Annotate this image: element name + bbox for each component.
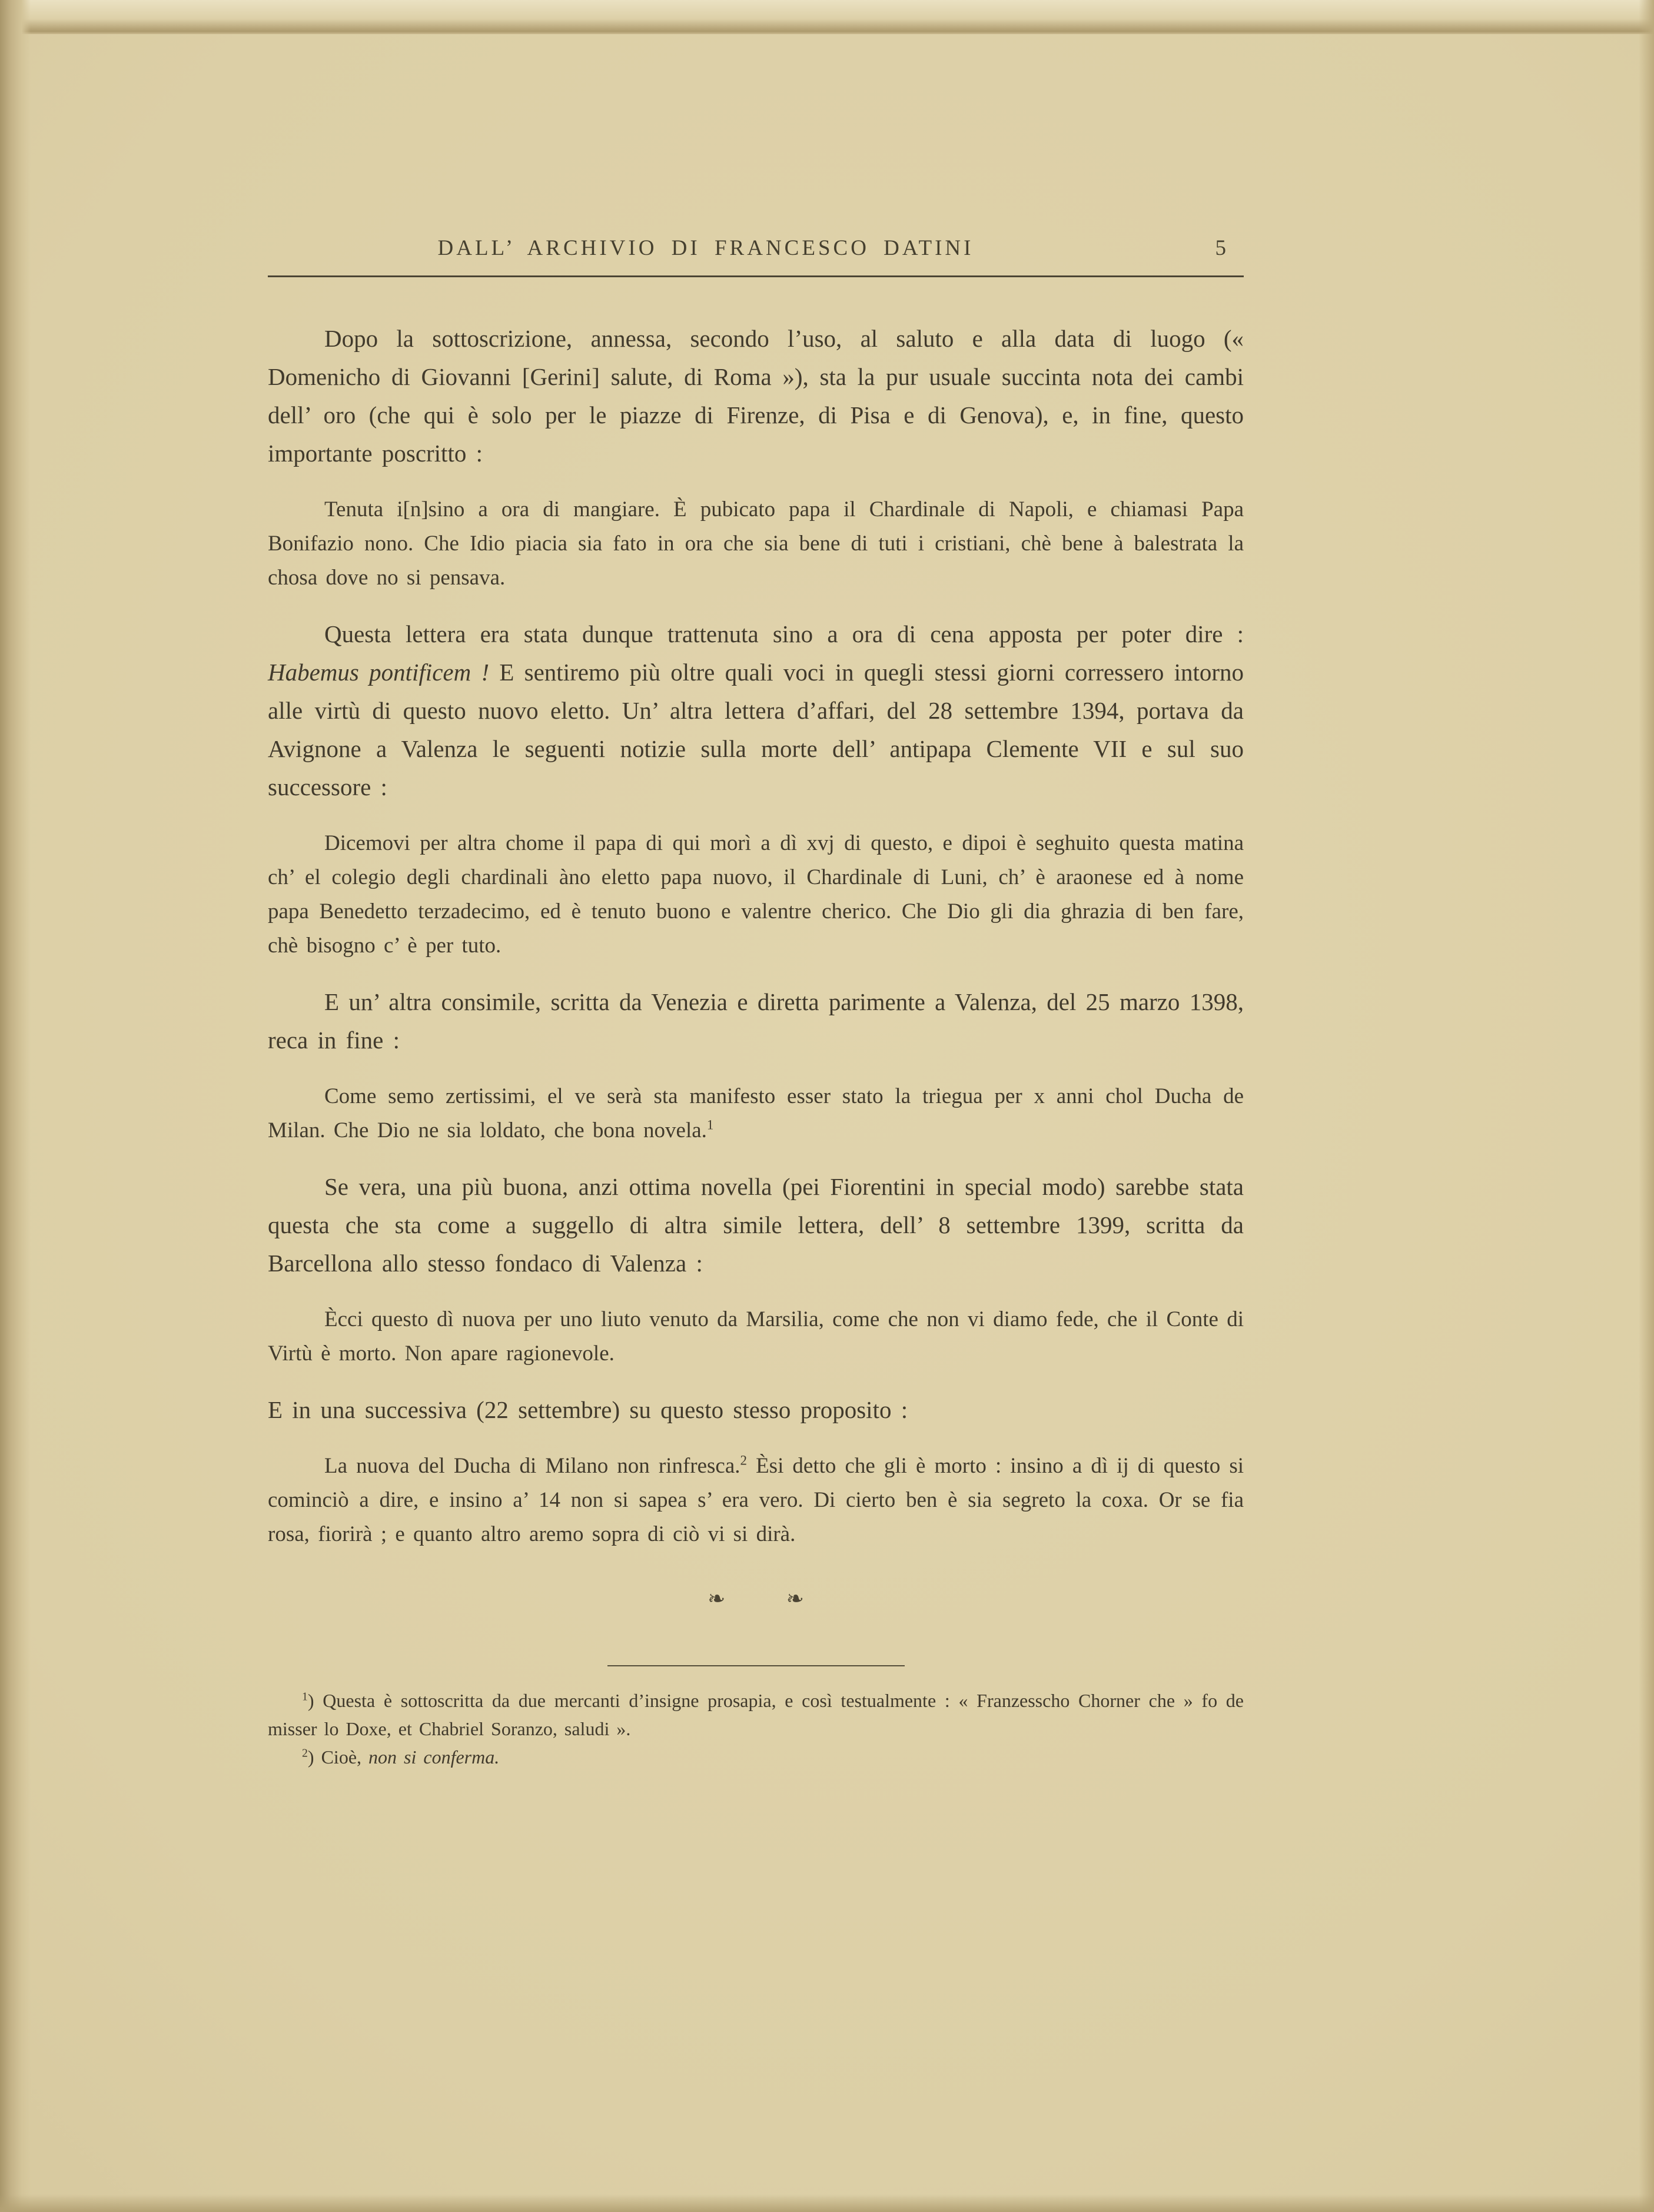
page-bottom-edge — [0, 2194, 1654, 2212]
quoted-letter-paragraph — [268, 1449, 1244, 1552]
body-paragraph — [268, 615, 1244, 806]
footnote — [268, 1686, 1244, 1743]
body-paragraph — [268, 983, 1244, 1059]
text-run: Tenuta i[n]sino a ora di mangiare. È pubicato papa il Chardinale di Napoli, e chiamasi Papa Bonifazio nono. Che Idio piacia sia fato in ora che sia bene di tuti i cristiani, chè bene à balestrata la chosa dove no si pensava. — [268, 497, 1244, 590]
header-rule — [268, 275, 1244, 277]
text-run: Ècci questo dì nuova per uno liuto venuto da Marsilia, come che non vi diamo fede, che il Conte di Virtù è morto. Non apare ragionevole. — [268, 1307, 1244, 1366]
text-run: Dopo la sottoscrizione, annessa, secondo l’uso, al saluto e alla data di luogo (« Domenicho di Giovanni [Gerini] salute, di Roma »), sta la pur usuale succinta nota dei cambi dell’ oro (che qui è solo per le piazze di Firenze, di Pisa e di Genova), e, in fine, questo importante poscritto : — [268, 325, 1244, 467]
footnote-marker: 1 — [302, 1690, 308, 1703]
page-right-edge — [1639, 0, 1654, 2212]
text-block — [268, 320, 1244, 1552]
text-run: Come semo zertissimi, el ve serà sta manifesto esser stato la triegua per x anni chol Ducha de Milan. Che Dio ne sia loldato, che bona novela. — [268, 1084, 1244, 1142]
running-head — [268, 235, 1244, 266]
body-paragraph — [268, 1168, 1244, 1283]
text-run: Se vera, una più buona, anzi ottima novella (pei Fiorentini in special modo) sarebbe stata questa che sta come a suggello di altra simile lettera, dell’ 8 settembre 1399, scritta da Barcellona allo stesso fondaco di Valenza : — [268, 1173, 1244, 1277]
body-paragraph — [268, 320, 1244, 473]
text-run: E in una successiva (22 settembre) su questo stesso proposito : — [268, 1396, 908, 1423]
page-content — [268, 235, 1244, 1771]
text-run: ) Questa è sottoscritta da due mercanti d’insigne prosapia, e così testualmente : « Franzesscho Chorner che » fo de misser lo Doxe, et Chabriel Soranzo, saludi ». — [268, 1690, 1244, 1739]
body-paragraph — [268, 1391, 1244, 1429]
footnote-marker: 2 — [740, 1453, 747, 1468]
text-run: Dicemovi per altra chome il papa di qui morì a dì xvj di questo, e dipoi è seghuito questa matina ch’ el colegio degli chardinali àno eletto papa nuovo, il Chardinale di Luni, ch’ è araonese ed à nome papa Benedetto terzadecimo, ed è tenuto buono e valentre cherico. Che Dio gli dia ghrazia di ben fare, chè bisogno c’ è per tuto. — [268, 831, 1244, 958]
footnote — [268, 1743, 1244, 1771]
italic-text: non si conferma. — [368, 1746, 500, 1768]
text-run: Questa lettera era stata dunque trattenuta sino a ora di cena apposta per poter dire : — [324, 620, 1244, 647]
text-run: Èsi detto che gli è morto : insino a dì ij di questo si cominciò a dire, e insino a’ 14 non si sapea s’ era vero. Di cierto ben è sia segreto la coxa. Or se fia rosa, fiorirà ; e quanto altro aremo sopra di ciò vi si dirà. — [268, 1454, 1244, 1546]
text-run: La nuova del Ducha di Milano non rinfresca. — [324, 1454, 740, 1478]
fleuron-ornament: ❧ ❧ — [708, 1587, 831, 1611]
text-run: ) Cioè, — [307, 1746, 369, 1768]
quoted-letter-paragraph — [268, 826, 1244, 963]
italic-text: Habemus pontificem ! — [268, 659, 490, 686]
quoted-letter-paragraph — [268, 1080, 1244, 1148]
footnote-marker: 2 — [302, 1746, 308, 1760]
text-run: E sentiremo più oltre quali voci in quegli stessi giorni corressero intorno alle virtù di questo nuovo eletto. Un’ altra lettera d’affari, del 28 settembre 1394, portava da Avignone a Valenza le seguenti notizie sulla morte dell’ antipapa Clemente VII e sul suo successore : — [268, 659, 1244, 801]
footnote-rule — [607, 1665, 905, 1666]
page-top-edge — [0, 0, 1654, 34]
quoted-letter-paragraph — [268, 493, 1244, 595]
footnote-marker: 1 — [706, 1117, 714, 1132]
running-title: DALL’ ARCHIVIO DI FRANCESCO DATINI — [437, 236, 974, 260]
text-run: E un’ altra consimile, scritta da Venezia e diretta parimente a Valenza, del 25 marzo 1398, reca in fine : — [268, 988, 1244, 1054]
page-left-edge — [0, 0, 31, 2212]
quoted-letter-paragraph — [268, 1303, 1244, 1371]
page-number: 5 — [1215, 236, 1226, 260]
footnotes — [268, 1686, 1244, 1771]
